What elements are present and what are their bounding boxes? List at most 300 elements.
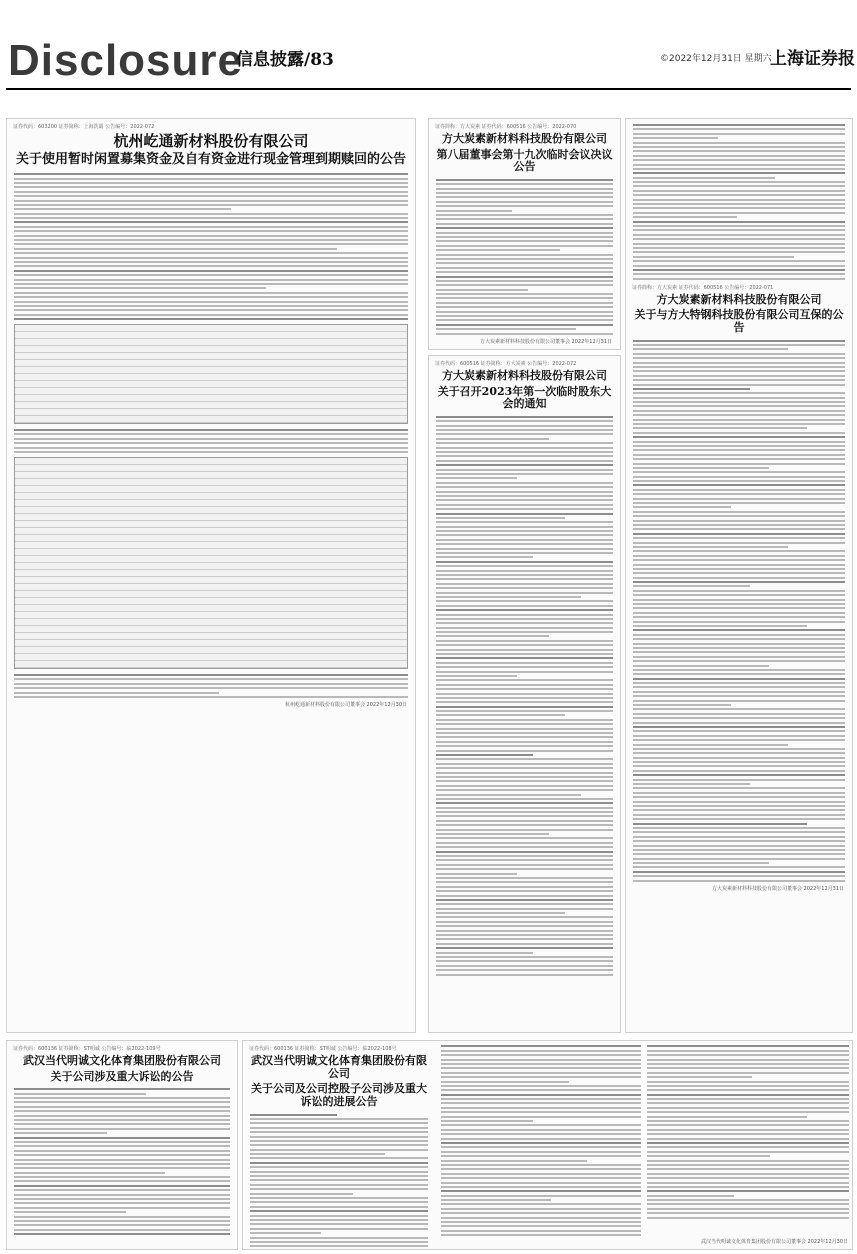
header-rule bbox=[6, 88, 851, 90]
text-line bbox=[633, 625, 807, 627]
text-line bbox=[436, 618, 613, 620]
announcement-title: 关于与方大特钢科技股份有限公司互保的公告 bbox=[634, 308, 844, 334]
text-line bbox=[633, 783, 750, 785]
text-line bbox=[647, 1098, 849, 1100]
text-line bbox=[441, 1168, 641, 1170]
publish-date: ©2022年12月31日 星期六 bbox=[660, 54, 772, 64]
text-line bbox=[436, 473, 613, 475]
text-line bbox=[633, 708, 845, 710]
text-line bbox=[633, 621, 845, 623]
text-line bbox=[436, 653, 613, 655]
text-line bbox=[441, 1212, 641, 1214]
text-line bbox=[436, 732, 613, 734]
text-line bbox=[633, 726, 845, 728]
text-line bbox=[250, 1241, 428, 1243]
text-line bbox=[250, 1131, 428, 1133]
text-line bbox=[436, 596, 581, 598]
text-line bbox=[436, 925, 613, 927]
text-line bbox=[633, 484, 845, 486]
text-line bbox=[633, 229, 845, 231]
text-line bbox=[436, 723, 613, 725]
text-line bbox=[14, 1145, 230, 1147]
text-line bbox=[250, 1210, 428, 1212]
text-line bbox=[633, 511, 845, 513]
text-line bbox=[436, 837, 613, 839]
text-line bbox=[436, 192, 613, 194]
text-line bbox=[436, 451, 613, 453]
text-line bbox=[436, 820, 613, 822]
text-line bbox=[250, 1127, 428, 1129]
text-line bbox=[633, 643, 845, 645]
text-line bbox=[441, 1085, 641, 1087]
text-line bbox=[633, 445, 845, 447]
announcement-company: 方大炭素新材料科技股份有限公司 bbox=[442, 369, 607, 382]
text-line bbox=[436, 649, 613, 651]
text-line bbox=[14, 1163, 230, 1165]
text-line bbox=[633, 537, 845, 539]
text-line bbox=[250, 1114, 337, 1116]
text-line bbox=[436, 736, 613, 738]
text-line bbox=[14, 279, 408, 281]
text-line bbox=[633, 436, 845, 438]
text-line bbox=[633, 432, 845, 434]
text-line bbox=[436, 750, 613, 752]
text-line bbox=[14, 314, 408, 316]
text-line bbox=[633, 476, 845, 478]
text-line bbox=[436, 916, 613, 918]
table-row bbox=[15, 542, 407, 549]
text-line bbox=[436, 561, 613, 563]
text-line bbox=[633, 682, 845, 684]
text-line bbox=[436, 921, 613, 923]
text-line bbox=[633, 185, 845, 187]
text-line bbox=[647, 1177, 849, 1179]
text-line bbox=[633, 379, 845, 381]
text-line bbox=[633, 700, 845, 702]
text-line bbox=[633, 704, 731, 706]
table-row bbox=[15, 654, 407, 661]
text-line bbox=[647, 1089, 849, 1091]
text-line bbox=[633, 203, 845, 205]
text-line bbox=[633, 168, 845, 170]
text-line bbox=[436, 868, 613, 870]
text-line bbox=[633, 524, 845, 526]
text-line bbox=[436, 245, 613, 247]
text-line bbox=[14, 438, 408, 440]
text-line bbox=[633, 814, 845, 816]
text-line bbox=[436, 728, 613, 730]
text-line bbox=[436, 433, 613, 435]
text-line bbox=[14, 200, 408, 202]
text-line bbox=[441, 1186, 641, 1188]
text-line bbox=[441, 1133, 641, 1135]
text-line bbox=[436, 333, 613, 335]
text-line bbox=[647, 1142, 849, 1144]
text-line bbox=[436, 794, 581, 796]
announcement-company: 方大炭素新材料科技股份有限公司 bbox=[656, 292, 822, 306]
text-line bbox=[441, 1054, 641, 1056]
table-row bbox=[15, 549, 407, 556]
table-row bbox=[15, 409, 407, 416]
text-line bbox=[441, 1182, 641, 1184]
text-line bbox=[436, 469, 613, 471]
text-line bbox=[441, 1063, 641, 1065]
text-line bbox=[436, 965, 613, 967]
text-line bbox=[633, 150, 845, 152]
text-line bbox=[633, 449, 845, 451]
text-line bbox=[436, 609, 613, 611]
text-line bbox=[633, 515, 845, 517]
text-line bbox=[436, 671, 613, 673]
text-line bbox=[633, 594, 845, 596]
text-line bbox=[633, 845, 845, 847]
text-line bbox=[436, 938, 613, 940]
text-line bbox=[647, 1190, 849, 1192]
text-line bbox=[436, 688, 613, 690]
text-line bbox=[633, 634, 845, 636]
text-line bbox=[436, 912, 565, 914]
text-line bbox=[633, 256, 794, 258]
table-row bbox=[15, 528, 407, 535]
text-line bbox=[436, 745, 613, 747]
text-line bbox=[633, 744, 788, 746]
text-line bbox=[647, 1107, 849, 1109]
text-line bbox=[633, 357, 845, 359]
text-line bbox=[436, 552, 613, 554]
text-line bbox=[436, 780, 613, 782]
text-line bbox=[436, 495, 613, 497]
table-row bbox=[15, 535, 407, 542]
text-line bbox=[436, 666, 613, 668]
text-line bbox=[633, 419, 845, 421]
page-number: /83 bbox=[304, 50, 334, 70]
text-line bbox=[436, 570, 613, 572]
text-line bbox=[436, 306, 613, 308]
text-line bbox=[436, 684, 613, 686]
text-line bbox=[436, 798, 613, 800]
text-line bbox=[436, 776, 613, 778]
table-row bbox=[15, 346, 407, 353]
text-line bbox=[436, 635, 549, 637]
text-line bbox=[436, 614, 613, 616]
text-line bbox=[14, 1172, 165, 1174]
text-line bbox=[14, 1167, 230, 1169]
text-line bbox=[633, 146, 845, 148]
text-line bbox=[436, 311, 613, 313]
text-line bbox=[250, 1228, 428, 1230]
table-row bbox=[15, 521, 407, 528]
text-line bbox=[633, 572, 845, 574]
text-line bbox=[633, 353, 845, 355]
text-line bbox=[633, 840, 845, 842]
text-line bbox=[436, 815, 613, 817]
text-line bbox=[633, 880, 845, 882]
text-line bbox=[250, 1201, 428, 1203]
text-line bbox=[633, 493, 845, 495]
text-line bbox=[250, 1171, 428, 1173]
text-line bbox=[633, 774, 845, 776]
announcement-code-line: 证券代码：603200 证券简称：上海洗霸 公告编号：2022-072 bbox=[13, 124, 155, 130]
text-line bbox=[441, 1045, 641, 1047]
text-line bbox=[647, 1160, 849, 1162]
text-line bbox=[436, 789, 613, 791]
text-line bbox=[633, 423, 845, 425]
text-line bbox=[441, 1234, 641, 1236]
text-line bbox=[14, 186, 408, 188]
text-line bbox=[14, 191, 408, 193]
text-line bbox=[436, 297, 613, 299]
text-line bbox=[441, 1142, 641, 1144]
text-line bbox=[436, 873, 517, 875]
text-line bbox=[647, 1208, 849, 1210]
text-line bbox=[14, 296, 408, 298]
text-line bbox=[633, 678, 845, 680]
table-row bbox=[15, 556, 407, 563]
text-line bbox=[436, 530, 613, 532]
text-line bbox=[633, 392, 845, 394]
text-line bbox=[633, 344, 845, 346]
text-line bbox=[441, 1050, 641, 1052]
text-line bbox=[633, 739, 845, 741]
text-line bbox=[633, 577, 845, 579]
text-line bbox=[436, 741, 613, 743]
text-line bbox=[14, 221, 408, 223]
text-line bbox=[436, 565, 613, 567]
announcement-body bbox=[436, 179, 613, 335]
announcement-wuhan-litigation bbox=[6, 1040, 238, 1250]
text-line bbox=[633, 533, 845, 535]
text-line bbox=[14, 235, 408, 237]
text-line bbox=[633, 458, 845, 460]
text-line bbox=[436, 425, 613, 427]
table-row bbox=[15, 395, 407, 402]
text-line bbox=[633, 866, 845, 868]
text-line bbox=[633, 454, 845, 456]
text-line bbox=[633, 713, 845, 715]
text-line bbox=[633, 265, 845, 267]
table-row bbox=[15, 619, 407, 626]
text-line bbox=[436, 662, 613, 664]
text-line bbox=[633, 792, 845, 794]
text-line bbox=[14, 173, 408, 175]
text-line bbox=[436, 491, 613, 493]
text-line bbox=[250, 1215, 428, 1217]
announcement-title: 关于使用暂时闲置募集资金及自有资金进行现金管理到期赎回的公告 bbox=[15, 152, 406, 168]
text-line bbox=[633, 480, 845, 482]
text-line bbox=[633, 673, 845, 675]
text-line bbox=[14, 195, 408, 197]
text-line bbox=[633, 638, 845, 640]
text-line bbox=[633, 172, 845, 174]
table-row bbox=[15, 465, 407, 472]
text-line bbox=[14, 1101, 230, 1103]
text-line bbox=[633, 827, 845, 829]
text-line bbox=[633, 251, 845, 253]
text-line bbox=[633, 467, 769, 469]
table-row bbox=[15, 584, 407, 591]
section-title-en: Disclosure bbox=[8, 36, 243, 85]
text-line bbox=[647, 1182, 849, 1184]
text-line bbox=[14, 178, 408, 180]
text-line bbox=[633, 603, 845, 605]
text-line bbox=[633, 199, 845, 201]
text-line bbox=[633, 190, 845, 192]
text-line bbox=[633, 765, 845, 767]
text-line bbox=[436, 521, 613, 523]
text-line bbox=[14, 1176, 230, 1178]
text-line bbox=[250, 1136, 428, 1138]
text-line bbox=[436, 556, 533, 558]
text-line bbox=[436, 754, 533, 756]
text-line bbox=[436, 627, 613, 629]
text-line bbox=[441, 1094, 641, 1096]
text-line bbox=[436, 508, 613, 510]
text-line bbox=[633, 581, 845, 583]
announcement-company: 杭州屹通新材料股份有限公司 bbox=[113, 132, 309, 150]
text-line bbox=[633, 616, 845, 618]
table-row bbox=[15, 367, 407, 374]
text-line bbox=[14, 696, 408, 698]
text-line bbox=[633, 805, 845, 807]
text-line bbox=[436, 903, 613, 905]
text-line bbox=[647, 1146, 849, 1148]
table-row bbox=[15, 479, 407, 486]
text-line bbox=[647, 1203, 849, 1205]
text-line bbox=[633, 796, 845, 798]
text-line bbox=[633, 340, 845, 342]
text-line bbox=[633, 397, 845, 399]
text-line bbox=[633, 137, 718, 139]
text-line bbox=[436, 802, 613, 804]
table-row bbox=[15, 661, 407, 668]
text-line bbox=[250, 1188, 428, 1190]
text-line bbox=[441, 1120, 533, 1122]
text-line bbox=[436, 442, 613, 444]
text-line bbox=[441, 1146, 641, 1148]
text-line bbox=[14, 301, 408, 303]
text-line bbox=[436, 438, 549, 440]
text-line bbox=[14, 1141, 230, 1143]
text-line bbox=[436, 811, 613, 813]
text-line bbox=[436, 693, 613, 695]
text-line bbox=[633, 770, 845, 772]
text-line bbox=[633, 498, 845, 500]
table-row bbox=[15, 381, 407, 388]
text-line bbox=[14, 1097, 230, 1099]
text-line bbox=[633, 691, 845, 693]
table-row bbox=[15, 640, 407, 647]
text-line bbox=[647, 1186, 849, 1188]
text-line bbox=[633, 216, 737, 218]
text-line bbox=[14, 1233, 230, 1235]
text-line bbox=[633, 564, 845, 566]
text-line bbox=[250, 1219, 428, 1221]
text-line bbox=[436, 460, 613, 462]
text-line bbox=[14, 1106, 230, 1108]
text-line bbox=[436, 539, 613, 541]
text-line bbox=[436, 767, 613, 769]
text-line bbox=[633, 599, 845, 601]
text-line bbox=[633, 194, 845, 196]
text-line bbox=[633, 612, 845, 614]
text-line bbox=[647, 1133, 849, 1135]
text-line bbox=[250, 1118, 428, 1120]
announcement-signature: 方大炭素新材料科技股份有限公司董事会 2022年12月31日 bbox=[479, 338, 612, 345]
text-line bbox=[633, 722, 845, 724]
announcement-body-column bbox=[441, 1043, 641, 1247]
text-line bbox=[633, 849, 845, 851]
text-line bbox=[436, 210, 512, 212]
text-line bbox=[14, 1198, 230, 1200]
text-line bbox=[14, 1220, 230, 1222]
text-line bbox=[14, 270, 408, 272]
text-line bbox=[441, 1076, 641, 1078]
announcement-header-column bbox=[243, 1041, 435, 1249]
text-line bbox=[436, 271, 613, 273]
text-line bbox=[647, 1164, 849, 1166]
announcement-body bbox=[250, 1114, 428, 1250]
text-line bbox=[441, 1190, 641, 1192]
text-line bbox=[436, 934, 613, 936]
table-row bbox=[15, 472, 407, 479]
text-line bbox=[14, 252, 408, 254]
text-line bbox=[633, 243, 845, 245]
text-line bbox=[436, 859, 613, 861]
table-row bbox=[15, 353, 407, 360]
text-line bbox=[633, 489, 845, 491]
text-line bbox=[436, 855, 613, 857]
text-line bbox=[14, 283, 408, 285]
text-line bbox=[436, 315, 613, 317]
text-line bbox=[14, 243, 408, 245]
text-line bbox=[633, 542, 845, 544]
text-line bbox=[436, 455, 613, 457]
table-row bbox=[15, 570, 407, 577]
text-line bbox=[436, 183, 613, 185]
text-line bbox=[441, 1138, 641, 1140]
text-line bbox=[633, 401, 845, 403]
text-line bbox=[14, 204, 408, 206]
text-line bbox=[436, 578, 613, 580]
text-line bbox=[14, 257, 408, 259]
text-line bbox=[14, 1119, 230, 1121]
text-line bbox=[436, 886, 613, 888]
announcement-title: 关于公司涉及重大诉讼的公告 bbox=[50, 1069, 194, 1083]
announcement-yitong bbox=[6, 118, 416, 1033]
data-table bbox=[14, 457, 408, 669]
text-line bbox=[633, 550, 845, 552]
text-line bbox=[441, 1059, 641, 1061]
data-table bbox=[14, 324, 408, 424]
text-line bbox=[436, 833, 549, 835]
text-line bbox=[250, 1144, 428, 1146]
text-line bbox=[633, 269, 845, 271]
text-line bbox=[441, 1081, 569, 1083]
announcement-body bbox=[633, 340, 845, 882]
text-line bbox=[436, 517, 565, 519]
text-line bbox=[436, 464, 613, 466]
text-line bbox=[14, 674, 408, 676]
text-line bbox=[14, 1093, 146, 1095]
text-line bbox=[14, 1216, 230, 1218]
text-line bbox=[14, 678, 408, 680]
announcement-body bbox=[436, 416, 613, 976]
text-line bbox=[441, 1199, 551, 1201]
table-row bbox=[15, 514, 407, 521]
text-line bbox=[14, 1185, 230, 1187]
text-line bbox=[647, 1045, 849, 1047]
text-line bbox=[633, 761, 845, 763]
